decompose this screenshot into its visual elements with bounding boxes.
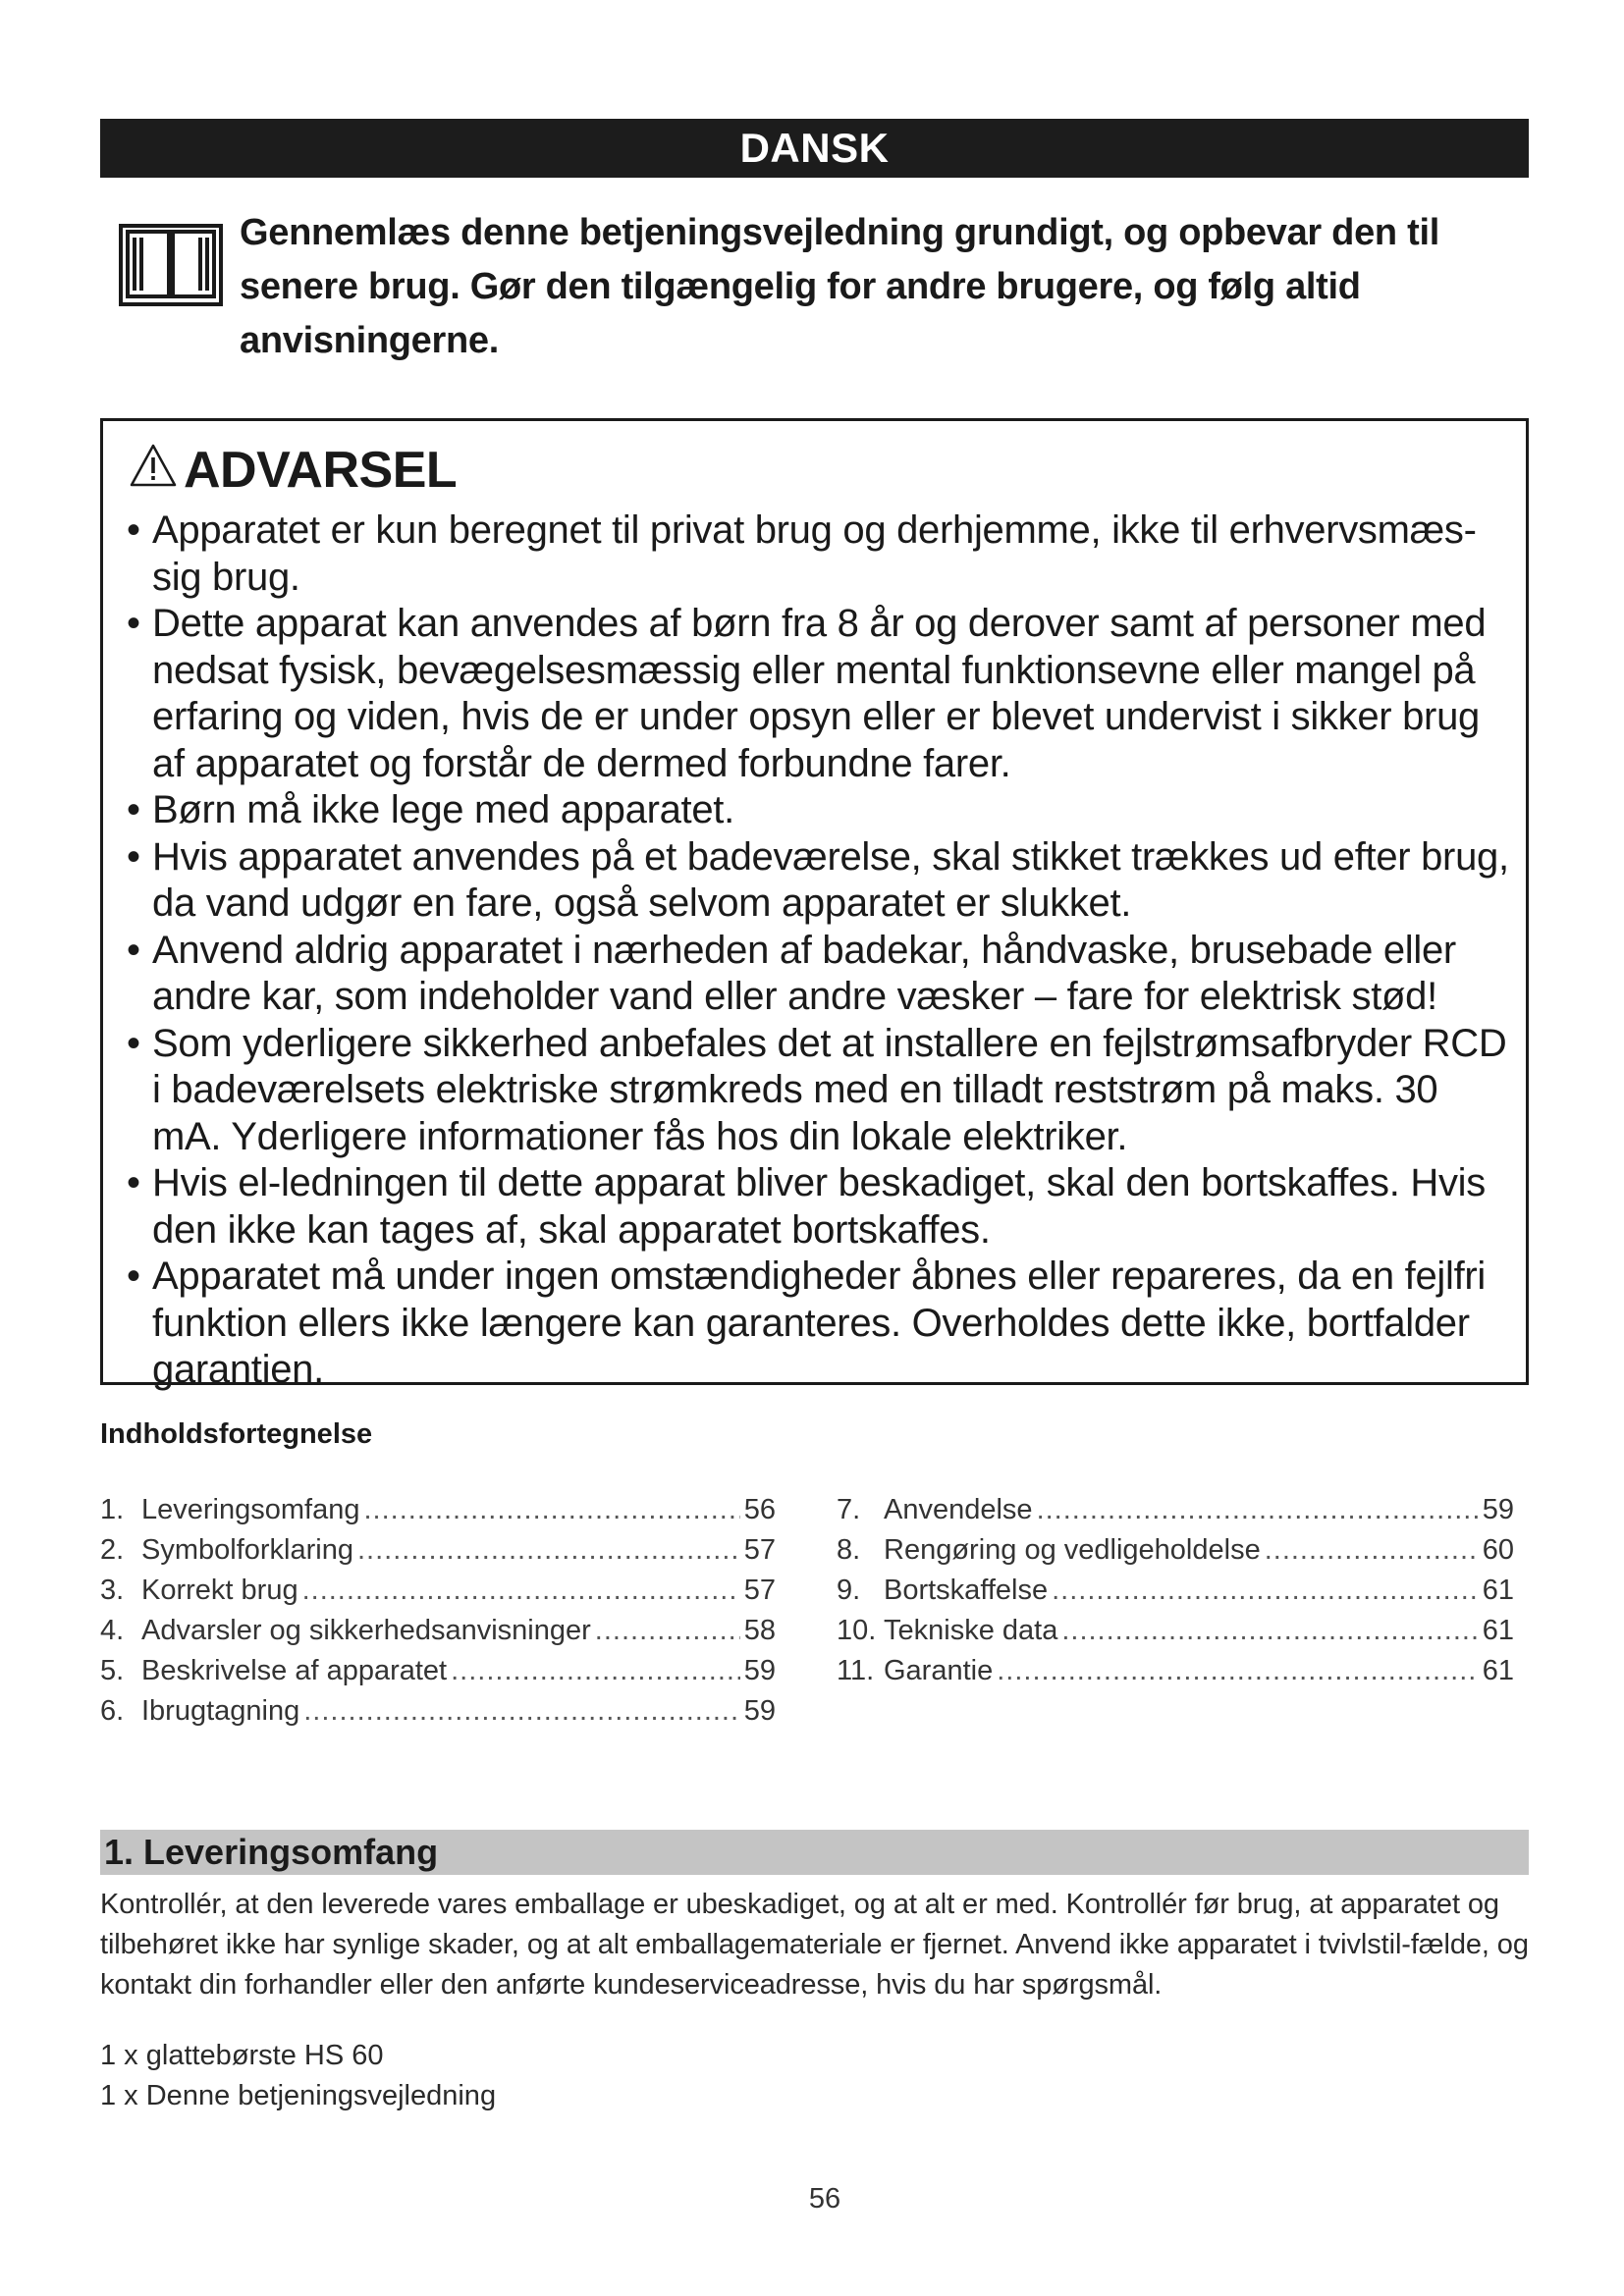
toc-label: Rengøring og vedligeholdelse [884, 1534, 1261, 1566]
toc-number: 2. [100, 1534, 125, 1566]
toc-leader [595, 1611, 740, 1651]
toc-page: 58 [743, 1615, 776, 1646]
toc-label: Symbolforklaring [141, 1534, 353, 1566]
toc-leader [303, 1691, 739, 1732]
toc-entry[interactable] [100, 1490, 776, 1530]
toc-page: 60 [1482, 1534, 1514, 1566]
toc-number: 11. [837, 1655, 875, 1686]
warning-item: • Hvis el-ledningen til dette apparat bliver beskadiget, skal den bortskaffes. Hvis den ikke kan tages af, skal apparatet bortskaffes. [127, 1160, 1511, 1254]
toc-leader [1265, 1530, 1479, 1571]
toc-number: 4. [100, 1615, 125, 1646]
toc-label: Anvendelse [884, 1494, 1033, 1525]
toc-entry[interactable] [100, 1691, 776, 1732]
toc-label: Leveringsomfang [141, 1494, 360, 1525]
toc-page: 61 [1482, 1655, 1514, 1686]
toc-leader [302, 1571, 740, 1611]
toc-page: 57 [743, 1534, 776, 1566]
page-number: 56 [808, 2183, 841, 2215]
toc-left-column [100, 1490, 776, 1732]
warning-item: • Børn må ikke lege med apparatet. [127, 787, 1511, 834]
toc-entry[interactable] [837, 1530, 1514, 1571]
toc-page: 61 [1482, 1615, 1514, 1646]
toc-label: Beskrivelse af apparatet [141, 1655, 448, 1686]
toc-number: 8. [837, 1534, 861, 1566]
toc-entry[interactable] [100, 1571, 776, 1611]
toc-leader [997, 1651, 1479, 1691]
section-heading-bar [100, 1830, 1529, 1875]
toc-label: Tekniske data [884, 1615, 1058, 1646]
toc-page: 61 [1482, 1575, 1514, 1606]
section-title: 1. Leveringsomfang [104, 1832, 439, 1872]
toc-entry[interactable] [837, 1611, 1514, 1651]
toc-label: Ibrugtagning [141, 1695, 300, 1727]
toc-entry[interactable] [837, 1571, 1514, 1611]
warning-triangle-icon [129, 443, 178, 488]
toc-leader [357, 1530, 740, 1571]
delivery-list [100, 2036, 496, 2116]
toc-entry[interactable] [837, 1490, 1514, 1530]
toc-number: 6. [100, 1695, 125, 1727]
toc-leader [1061, 1611, 1478, 1651]
toc-leader [1052, 1571, 1479, 1611]
toc-number: 1. [100, 1494, 125, 1525]
warning-heading: ADVARSEL [184, 442, 458, 499]
toc-leader [451, 1651, 740, 1691]
toc-number: 5. [100, 1655, 125, 1686]
toc-leader [1037, 1490, 1479, 1530]
toc-page: 56 [743, 1494, 776, 1525]
language-header: DANSK [100, 119, 1529, 178]
intro-text: Gennemlæs denne betjeningsvejledning grundigt, og opbevar den til senere brug. Gør den tilgængelig for andre brugere, og følg altid anvisningerne. [240, 212, 1439, 361]
delivery-item: 1 x glattebørste HS 60 [100, 2040, 384, 2071]
toc-number: 3. [100, 1575, 125, 1606]
warning-item: • Som yderligere sikkerhed anbefales det at installere en fejlstrømsafbryder RCD i badeværelsets elektriske strømkreds med en tilladt reststrøm på maks. 30 mA. Yderligere informationer fås hos din lokale elektriker. [127, 1021, 1511, 1161]
toc-number: 7. [837, 1494, 861, 1525]
warning-box [100, 418, 1529, 1391]
warning-item: • Dette apparat kan anvendes af børn fra 8 år og derover samt af personer med nedsat fysisk, bevægelsesmæssig eller mental funktionsevne eller mangel på erfaring og viden, hvis de er under opsyn eller er blevet undervist i sikker brug af apparatet og forstår de dermed forbundne farer. [127, 601, 1511, 787]
warning-item: • Apparatet er kun beregnet til privat brug og derhjemme, ikke til erhvervsmæs-sig brug. [127, 507, 1511, 601]
toc-label: Bortskaffelse [884, 1575, 1049, 1606]
toc-right-column [837, 1490, 1514, 1691]
warning-item: • Apparatet må under ingen omstændigheder åbnes eller repareres, da en fejlfri funktion ellers ikke længere kan garanteres. Overholdes dette ikke, bortfalder garantien. [127, 1254, 1511, 1394]
toc-leader [363, 1490, 739, 1530]
toc-page: 57 [743, 1575, 776, 1606]
section-body-text: Kontrollér, at den leverede vares emballage er ubeskadiget, og at alt er med. Kontrollér før brug, at apparatet og tilbehøret ikke har synlige skader, og at alt emballagemateriale er fjernet. Anvend ikke apparatet i tvivlstil-fælde, og kontakt din forhandler eller den anførte kundeserviceadresse, hvis du har spørgsmål. [100, 1889, 1529, 2001]
open-book-icon [118, 218, 224, 308]
warning-list [127, 507, 1511, 1394]
toc-label: Advarsler og sikkerhedsanvisninger [141, 1615, 591, 1646]
warning-item: • Anvend aldrig apparatet i nærheden af badekar, håndvaske, brusebade eller andre kar, som indeholder vand eller andre væsker – fare for elektrisk stød! [127, 928, 1511, 1021]
toc-entry[interactable] [100, 1530, 776, 1571]
toc-label: Garantie [884, 1655, 994, 1686]
toc-number: 9. [837, 1575, 861, 1606]
toc-entry[interactable] [837, 1651, 1514, 1691]
toc-entry[interactable] [100, 1651, 776, 1691]
warning-item: • Hvis apparatet anvendes på et badeværelse, skal stikket trækkes ud efter brug, da vand udgør en fare, også selvom apparatet er slukket. [127, 834, 1511, 928]
delivery-item: 1 x Denne betjeningsvejledning [100, 2080, 497, 2111]
toc-page: 59 [743, 1695, 776, 1727]
toc-label: Korrekt brug [141, 1575, 298, 1606]
toc-page: 59 [743, 1655, 776, 1686]
toc-page: 59 [1482, 1494, 1514, 1525]
toc-number: 10. [837, 1615, 877, 1646]
toc-entry[interactable] [100, 1611, 776, 1651]
toc-heading: Indholdsfortegnelse [100, 1418, 373, 1450]
